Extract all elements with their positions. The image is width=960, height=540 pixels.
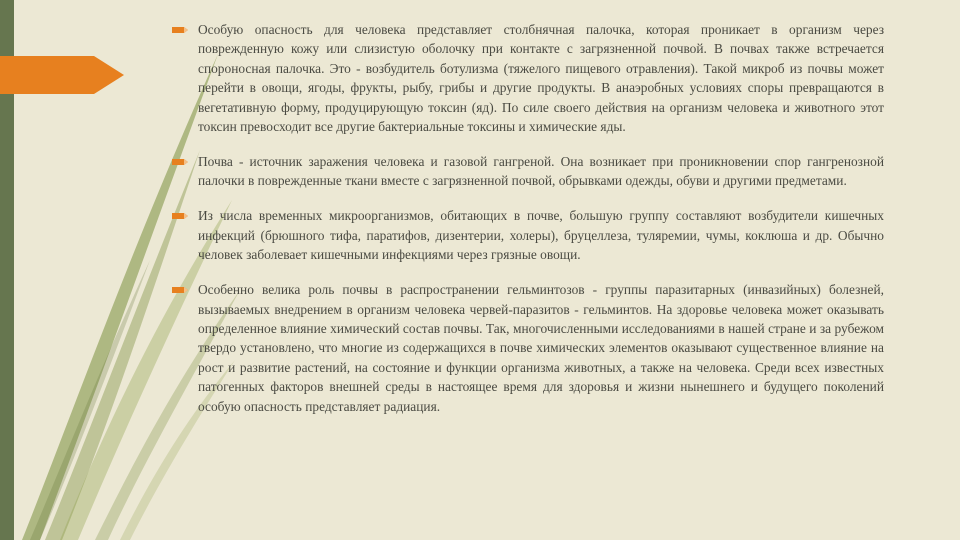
list-item xyxy=(170,280,884,416)
pencil-icon xyxy=(172,212,189,220)
pencil-icon xyxy=(172,26,189,34)
paragraph-text: Из числа временных микроорганизмов, обитающих в почве, большую группу составляют возбудители кишечных инфекций (брюшного тифа, паратифов, дизентерии, холеры), бруцеллеза, туляремии, чумы, коклюша и др. Обычно человек заболевает кишечными инфекциями через грязные овощи. xyxy=(198,208,884,263)
paragraph-text: Особенно велика роль почвы в распространении гельминтозов - группы паразитарных (инвазийных) болезней, вызываемых внедрением в организм человека червей-паразитов - гельминтов. На здоровье человека может оказывать определенное влияние химический состав почвы. Так, многочисленными исследованиями в нашей стране и за рубежом твердо установлено, что многие из содержащихся в почве химических элементов оказывают существенное влияние на рост и развитие растений, на состояние и функции организма животных, а также на человека. Среди всех известных патогенных факторов внешней среды в настоящее время для здоровья и жизни нынешнего и будущего поколений особую опасность представляет радиация. xyxy=(198,282,884,414)
list-item xyxy=(170,152,884,191)
list-item xyxy=(170,20,884,136)
list-item xyxy=(170,206,884,264)
orange-tab-shape xyxy=(0,56,124,94)
paragraph-text: Особую опасность для человека представляет столбнячная палочка, которая проникает в организм через поврежденную кожу или слизистую оболочку при контакте с загрязненной почвой. В почвах также встречается спороносная палочка. Это - возбудитель ботулизма (тяжелого пищевого отравления). Такой микроб из почвы может перейти в овощи, ягоды, фрукты, рыбу, грибы и другие продукты. В анаэробных условиях споры превращаются в вегетативную форму, продуцирующую токсин (яд). По силе своего действия на организм человека и животного этот токсин превосходит все другие бактериальные токсины и химические яды. xyxy=(198,22,884,135)
paragraph-text: Почва - источник заражения человека и газовой гангреной. Она возникает при проникновении спор гангренозной палочки в поврежденные ткани вместе с загрязненной почвой, обрывками одежды, обуви и другими предметами. xyxy=(198,154,884,189)
pencil-icon xyxy=(172,286,189,294)
content-area xyxy=(170,20,884,432)
pencil-icon xyxy=(172,158,189,166)
